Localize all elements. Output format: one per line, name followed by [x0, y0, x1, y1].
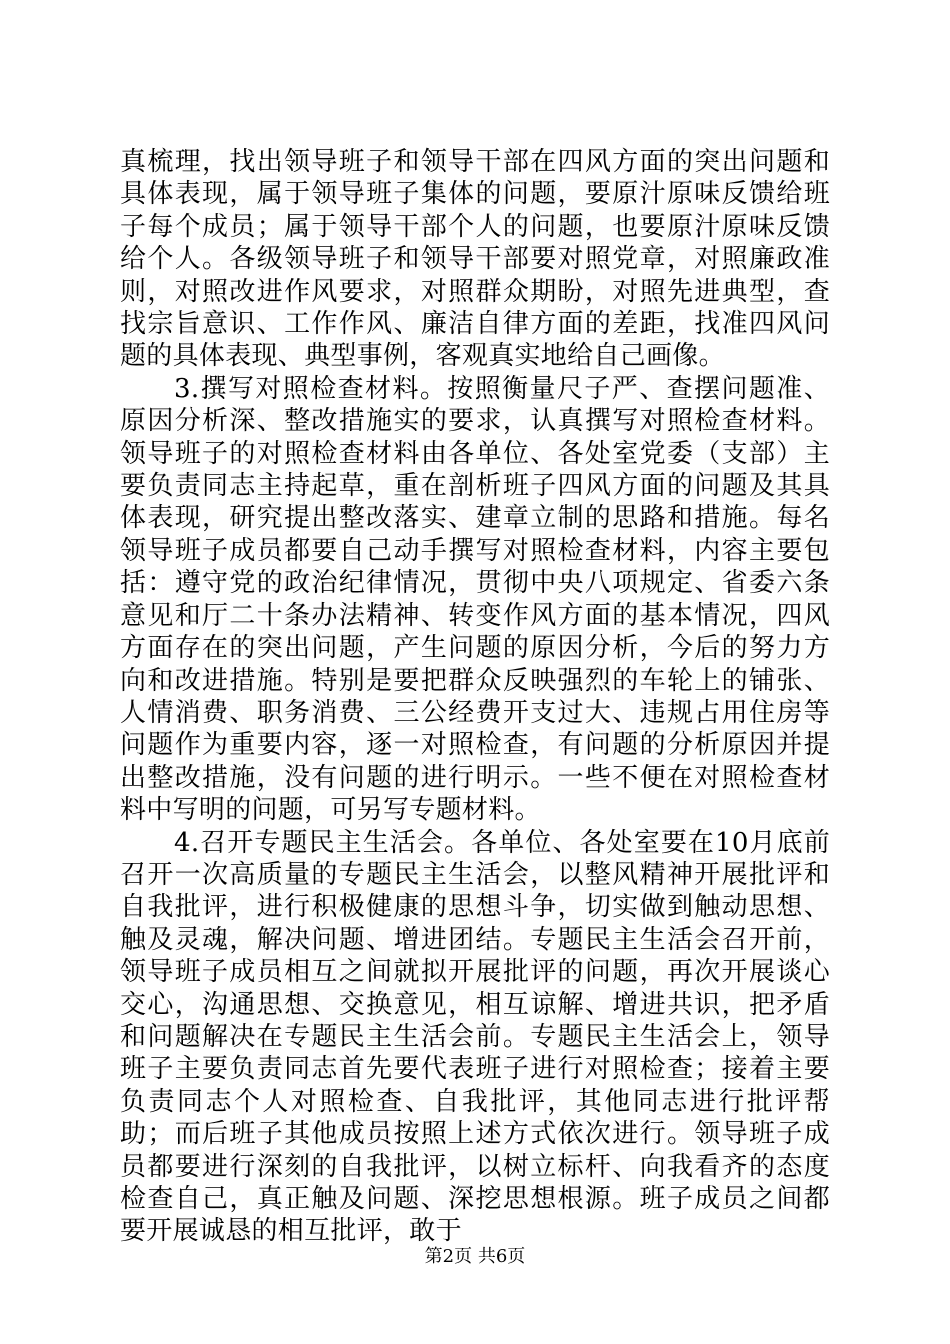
document-body	[120, 146, 830, 1248]
paragraph-1: 真梳理，找出领导班子和领导干部在四风方面的突出问题和具体表现，属于领导班子集体的问题，要原汁原味反馈给班子每个成员；属于领导干部个人的问题，也要原汁原味反馈给个人。各级领导班子和领导干部要对照党章，对照廉政准则，对照改进作风要求，对照群众期盼，对照先进典型，查找宗旨意识、工作作风、廉洁自律方面的差距，找准四风问题的具体表现、典型事例，客观真实地给自己画像。	[120, 147, 830, 372]
paragraph-2: 3.撰写对照检查材料。按照衡量尺子严、查摆问题准、原因分析深、整改措施实的要求，认真撰写对照检查材料。领导班子的对照检查材料由各单位、各处室党委（支部）主要负责同志主持起草，重在剖析班子四风方面的问题及其具体表现，研究提出整改落实、建章立制的思路和措施。每名领导班子成员都要自己动手撰写对照检查材料，内容主要包括：遵守党的政治纪律情况，贯彻中央八项规定、省委六条意见和厅二十条办法精神、转变作风方面的基本情况，四风方面存在的突出问题，产生问题的原因分析，今后的努力方向和改进措施。特别是要把群众反映强烈的车轮上的铺张、人情消费、职务消费、三公经费开支过大、违规占用住房等问题作为重要内容，逐一对照检查，有问题的分析原因并提出整改措施，没有问题的进行明示。一些不便在对照检查材料中写明的问题，可另写专题材料。	[120, 373, 830, 826]
page-number-footer: 第2页 共6页	[424, 1246, 526, 1267]
paragraph-3: 4.召开专题民主生活会。各单位、各处室要在10月底前召开一次高质量的专题民主生活会，以整风精神开展批评和自我批评，进行积极健康的思想斗争，切实做到触动思想、触及灵魂，解决问题、增进团结。专题民主生活会召开前，领导班子成员相互之间就拟开展批评的问题，再次开展谈心交心，沟通思想、交换意见，相互谅解、增进共识，把矛盾和问题解决在专题民主生活会前。专题民主生活会上，领导班子主要负责同志首先要代表班子进行对照检查；接着主要负责同志个人对照检查、自我批评，其他同志进行批评帮助；而后班子其他成员按照上述方式依次进行。领导班子成员都要进行深刻的自我批评，以树立标杆、向我看齐的态度检查自己，真正触及问题、深挖思想根源。班子成员之间都要开展诚恳的相互批评，敢于	[120, 827, 830, 1247]
